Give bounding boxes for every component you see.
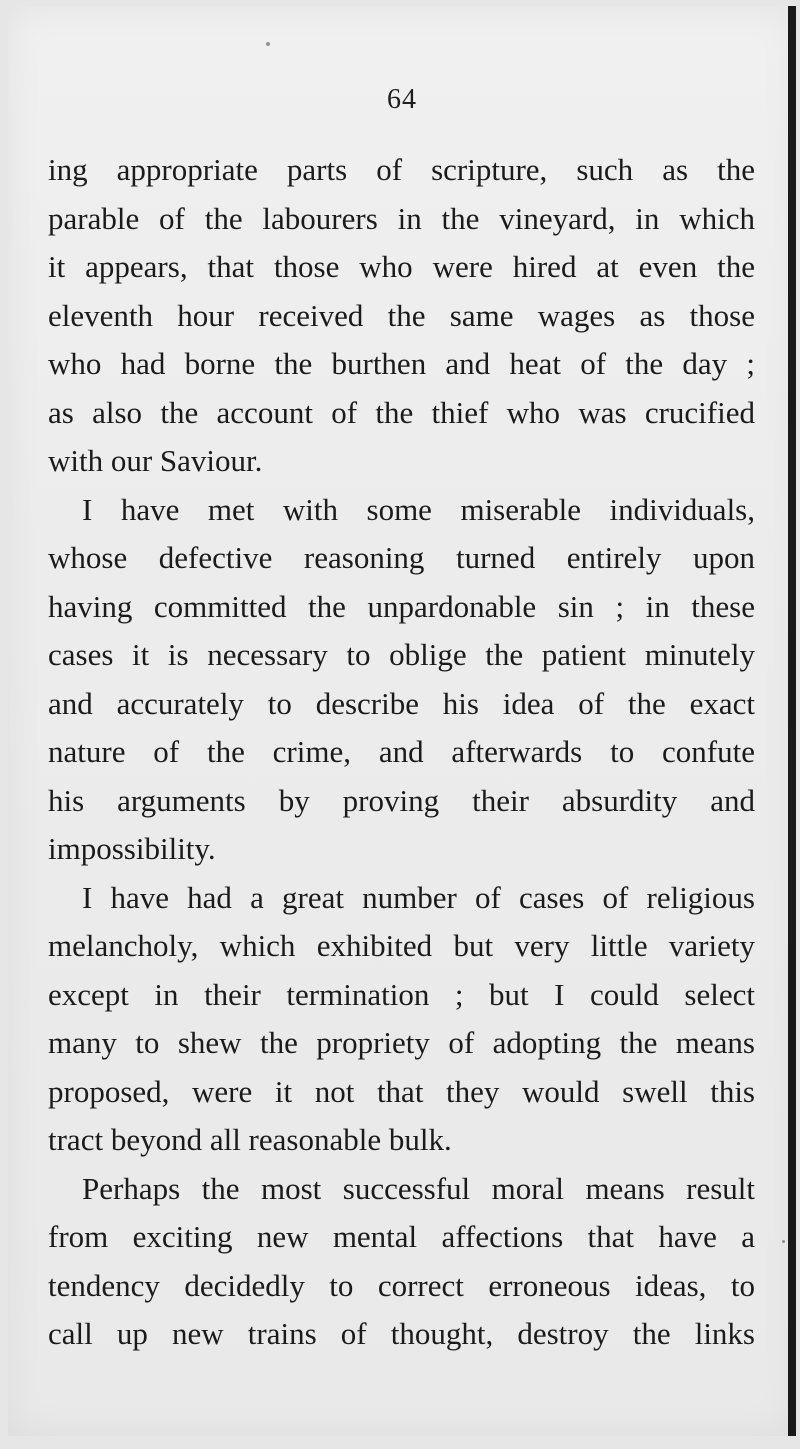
text-line: parable of the labourers in the vineyard, in which (48, 200, 755, 236)
text-line: eleventh hour received the same wages as those (48, 297, 755, 333)
text-line: proposed, were it not that they would swell this (48, 1073, 755, 1109)
page-edge-shadow (788, 6, 796, 1436)
text-line: it appears, that those who were hired at even the (48, 249, 755, 284)
text-line: cases it is necessary to oblige the patient minutely (48, 637, 755, 672)
text-line: Perhaps the most successful moral means result (82, 1170, 755, 1206)
page-number: 64 (387, 84, 417, 115)
ink-speck (782, 1240, 785, 1243)
text-line: nature of the crime, and afterwards to confute (48, 734, 755, 769)
ink-speck (266, 42, 270, 46)
text-line: many to shew the propriety of adopting the means (48, 1025, 755, 1060)
text-line: I have had a great number of cases of religious (82, 879, 755, 915)
body-text (48, 146, 755, 1359)
paragraph-1 (48, 146, 755, 486)
text-line: ing appropriate parts of scripture, such as the (48, 152, 755, 187)
text-line: call up new trains of thought, destroy the links (48, 1316, 755, 1351)
text-line: and accurately to describe his idea of the exact (48, 685, 755, 721)
text-line: having committed the unpardonable sin ; in these (48, 588, 755, 624)
text-line: I have met with some miserable individuals, (82, 491, 755, 527)
paragraph-2 (48, 486, 755, 874)
book-page (8, 6, 796, 1436)
text-line: from exciting new mental affections that have a (48, 1219, 755, 1254)
text-line: melancholy, which exhibited but very little variety (48, 928, 755, 963)
text-line: with our Saviour. (48, 443, 263, 478)
text-line: tendency decidedly to correct erroneous ideas, to (48, 1267, 755, 1303)
text-line: as also the account of the thief who was crucified (48, 394, 755, 430)
text-line: his arguments by proving their absurdity and (48, 782, 755, 818)
paragraph-4 (48, 1165, 755, 1359)
paragraph-3 (48, 874, 755, 1165)
text-line: tract beyond all reasonable bulk. (48, 1122, 452, 1157)
text-line: who had borne the burthen and heat of the day ; (48, 346, 755, 381)
text-line: except in their termination ; but I could select (48, 976, 755, 1012)
text-line: impossibility. (48, 831, 216, 866)
text-line: whose defective reasoning turned entirely upon (48, 540, 755, 575)
